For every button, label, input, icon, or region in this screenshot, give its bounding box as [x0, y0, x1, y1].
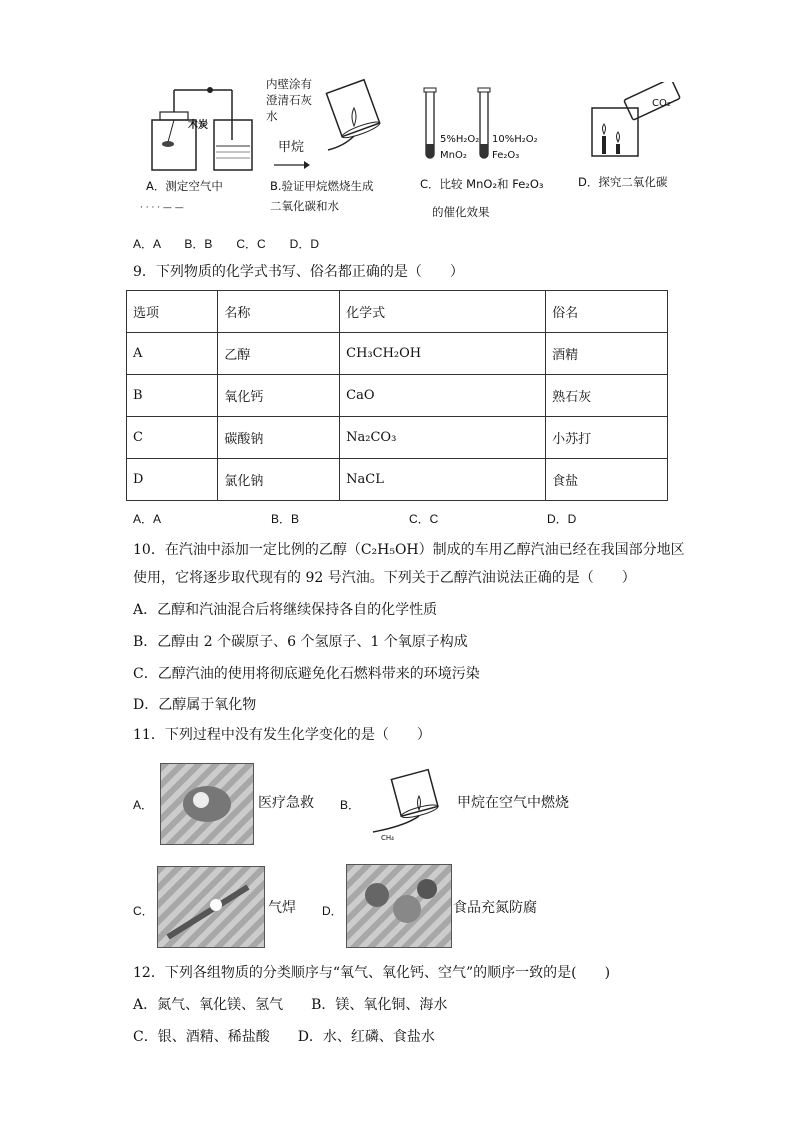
- table-header: 名称: [218, 291, 340, 333]
- arrow-icon: [272, 158, 312, 172]
- table-cell: Na₂CO₃: [340, 417, 546, 459]
- table-cell: CH₃CH₂OH: [340, 333, 546, 375]
- table-header: 俗名: [546, 291, 668, 333]
- figure-b: [266, 76, 396, 216]
- caption-a-line2: · · · · — —: [140, 203, 184, 213]
- table-cell: 氧化钙: [218, 375, 340, 417]
- table-cell: NaCL: [340, 459, 546, 501]
- inner-wall-label-1: 内壁涂有: [266, 77, 312, 91]
- q10-stem-line2: 使用，它将逐步取代现有的 92 号汽油。下列关于乙醇汽油说法正确的是（ ）: [133, 570, 636, 586]
- table-row: [127, 375, 668, 417]
- q11-b-letter: B．: [340, 798, 361, 812]
- q12-options-line2: C．银、酒精、稀盐酸 D．水、红磷、食盐水: [133, 1029, 435, 1045]
- q11-d-text: 食品充氮防腐: [453, 900, 537, 916]
- inner-wall-label-2: 澄清石灰: [266, 93, 312, 107]
- figure-c: [420, 86, 570, 222]
- table-cell: CaO: [340, 375, 546, 417]
- q9-table: [126, 290, 668, 501]
- table-header: 化学式: [340, 291, 546, 333]
- q10-option-c: C．乙醇汽油的使用将彻底避免化石燃料带来的环境污染: [133, 666, 480, 682]
- table-cell: A: [127, 333, 218, 375]
- tube2-reagent: 10%H₂O₂: [492, 134, 538, 145]
- methane-label: 甲烷: [278, 140, 305, 155]
- table-cell: C: [127, 417, 218, 459]
- table-cell: 酒精: [546, 333, 668, 375]
- tube1-reagent: 5%H₂O₂: [440, 134, 480, 145]
- medical-rescue-photo: [160, 763, 254, 845]
- q11-c-letter: C．: [133, 904, 154, 918]
- table-cell: 小苏打: [546, 417, 668, 459]
- table-cell: 熟石灰: [546, 375, 668, 417]
- q9-option-d: D．D: [547, 512, 577, 526]
- gas-welding-photo: [157, 866, 265, 948]
- methane-combustion-figure: [365, 768, 455, 848]
- co2-beaker-candles: [578, 82, 688, 162]
- charcoal-label: 木炭: [188, 120, 208, 131]
- q10-option-d: D．乙醇属于氧化物: [133, 697, 257, 713]
- tube2-catalyst: Fe₂O₃: [492, 150, 520, 161]
- q11-d-letter: D．: [322, 904, 343, 918]
- caption-c-line1: C．比较 MnO₂和 Fe₂O₃: [420, 177, 544, 191]
- q12-stem: 12．下列各组物质的分类顺序与“氧气、氧化钙、空气”的顺序一致的是( ): [133, 965, 611, 981]
- q11-b-text: 甲烷在空气中燃烧: [457, 795, 569, 811]
- q10-option-b: B．乙醇由 2 个碳原子、6 个氢原子、1 个氧原子构成: [133, 634, 468, 650]
- q11-a-letter: A．: [133, 798, 154, 812]
- ch4-label: CH₄: [381, 834, 394, 842]
- tube1-catalyst: MnO₂: [440, 150, 467, 161]
- caption-a-line1: A．测定空气中: [146, 179, 223, 193]
- co2-label: CO₂: [652, 98, 671, 109]
- q10-option-a: A．乙醇和汽油混合后将继续保持各自的化学性质: [133, 602, 438, 618]
- table-cell: 碳酸钠: [218, 417, 340, 459]
- q10-stem-line1: 10．在汽油中添加一定比例的乙醇（C₂H₅OH）制成的车用乙醇汽油已经在我国部分地区: [133, 542, 685, 558]
- q9-stem: 9．下列物质的化学式书写、俗名都正确的是（ ）: [133, 264, 464, 280]
- q11-c-text: 气焊: [268, 900, 296, 916]
- table-cell: B: [127, 375, 218, 417]
- table-row: [127, 333, 668, 375]
- nitrogen-packaging-photo: [346, 864, 452, 948]
- q9-option-c: C．C: [409, 512, 439, 526]
- figure-d: [578, 82, 698, 192]
- caption-c-line2: 的催化效果: [432, 205, 490, 219]
- table-cell: 乙醇: [218, 333, 340, 375]
- caption-b-line2: 二氧化碳和水: [270, 199, 339, 213]
- caption-b-line1: B.验证甲烷燃烧生成: [270, 179, 374, 193]
- table-cell: 食盐: [546, 459, 668, 501]
- table-row: [127, 417, 668, 459]
- caption-d: D．探究二氧化碳: [578, 175, 668, 189]
- table-row: [127, 459, 668, 501]
- q11-a-text: 医疗急救: [258, 795, 314, 811]
- figure-a: [140, 80, 260, 213]
- table-cell: D: [127, 459, 218, 501]
- inner-wall-label-3: 水: [266, 109, 278, 123]
- table-header: 选项: [127, 291, 218, 333]
- q12-options-line1: A．氮气、氧化镁、氢气 B．镁、氧化铜、海水: [133, 997, 448, 1013]
- q9-option-b: B．B: [271, 512, 300, 526]
- table-cell: 氯化钠: [218, 459, 340, 501]
- q8-options: A．A B．B C．C D．D: [133, 237, 320, 251]
- inverted-beaker-flame: [318, 76, 398, 156]
- q11-stem: 11．下列过程中没有发生化学变化的是（ ）: [133, 727, 431, 743]
- q9-option-a: A．A: [133, 512, 162, 526]
- table-header-row: [127, 291, 668, 333]
